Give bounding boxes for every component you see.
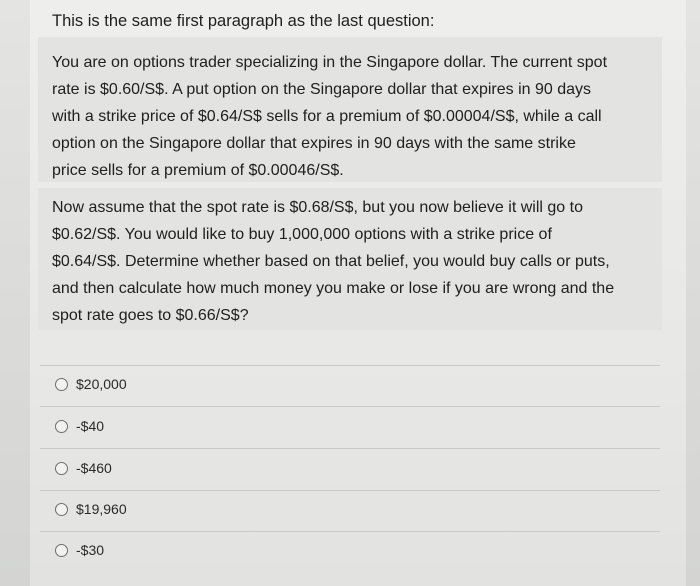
answer-option[interactable] [40, 531, 660, 569]
paragraph-2-line: spot rate goes to $0.66/S$? [52, 307, 249, 324]
question-paragraph-1 [52, 49, 672, 184]
paragraph-2-line: $0.62/S$. You would like to buy 1,000,000 options with a strike price of [52, 226, 552, 243]
radio-button-icon[interactable] [55, 503, 68, 516]
paragraph-2-line: Now assume that the spot rate is $0.68/S$, but you now believe it will go to [52, 199, 583, 216]
radio-button-icon[interactable] [55, 544, 68, 557]
radio-button-icon[interactable] [55, 378, 68, 391]
paragraph-2-line: and then calculate how much money you make or lose if you are wrong and the [52, 280, 615, 297]
answer-option[interactable] [40, 407, 660, 445]
paragraph-1-line: rate is $0.60/S$. A put option on the Singapore dollar that expires in 90 days [52, 81, 592, 98]
paragraph-1-line: price sells for a premium of $0.00046/S$. [52, 162, 344, 179]
answer-option[interactable] [40, 365, 660, 403]
paragraph-1-line: with a strike price of $0.64/S$ sells for a premium of $0.00004/S$, while a call [52, 108, 602, 125]
paragraph-1-line: You are on options trader specializing in the Singapore dollar. The current spot [52, 54, 608, 71]
answer-option-label: -$460 [76, 460, 112, 476]
radio-button-icon[interactable] [55, 420, 68, 433]
paragraph-2-line: $0.64/S$. Determine whether based on that belief, you would buy calls or puts, [52, 253, 610, 270]
answer-option-label: $20,000 [76, 376, 127, 392]
answer-option[interactable] [40, 449, 660, 487]
answer-option-label: -$30 [76, 542, 105, 558]
answer-option-label: $19,960 [76, 501, 127, 517]
answer-option[interactable] [40, 490, 660, 528]
question-paragraph-2 [52, 194, 672, 329]
question-intro: This is the same first paragraph as the last question: [52, 12, 435, 30]
answer-option-label: -$40 [76, 418, 105, 434]
radio-button-icon[interactable] [55, 462, 68, 475]
paragraph-1-line: option on the Singapore dollar that expires in 90 days with the same strike [52, 135, 576, 152]
